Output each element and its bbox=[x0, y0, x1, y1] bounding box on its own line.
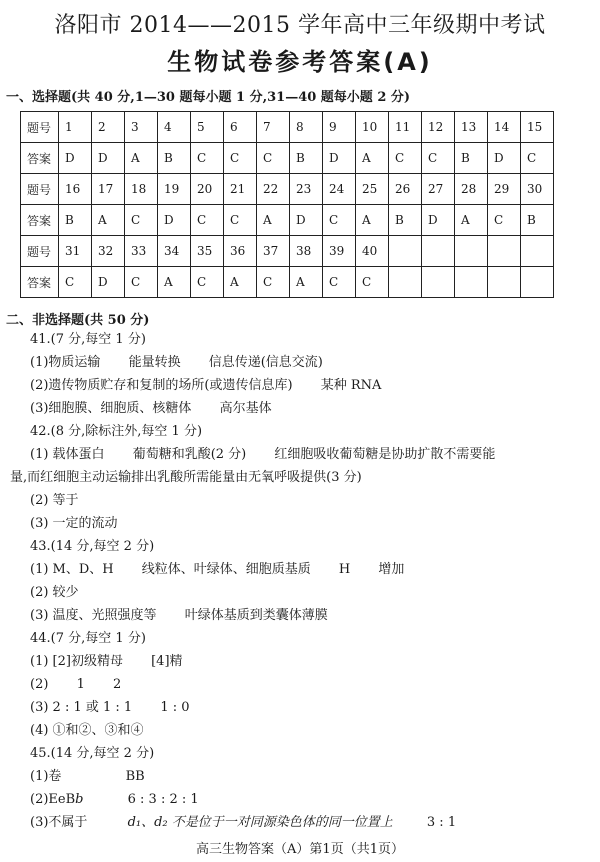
table-row-question bbox=[21, 174, 554, 205]
question-number-cell: 9 bbox=[323, 112, 356, 143]
question-number-cell: 22 bbox=[257, 174, 290, 205]
question-number-cell bbox=[389, 236, 422, 267]
question-number-cell: 17 bbox=[92, 174, 125, 205]
answer-table bbox=[20, 111, 554, 298]
answer-cell bbox=[455, 267, 488, 298]
answer-cell: A bbox=[455, 205, 488, 236]
question-number-cell: 7 bbox=[257, 112, 290, 143]
q42-1c: 红细胞吸收葡萄糖是协助扩散不需要能 bbox=[274, 447, 496, 462]
question-number-cell: 5 bbox=[191, 112, 224, 143]
q43-1a: (1) M、D、H bbox=[30, 562, 114, 577]
q44-3b: 1 : 0 bbox=[160, 700, 190, 715]
answer-cell: C bbox=[488, 205, 521, 236]
answer-cell: C bbox=[422, 143, 455, 174]
question-number-cell: 24 bbox=[323, 174, 356, 205]
question-number-cell: 36 bbox=[224, 236, 257, 267]
q44-heading: 44.(7 分,每空 1 分) bbox=[30, 631, 146, 646]
q42-1b: 葡萄糖和乳酸(2 分) bbox=[132, 447, 247, 462]
q42-heading: 42.(8 分,除标注外,每空 1 分) bbox=[30, 424, 203, 439]
q45-answer-2 bbox=[30, 791, 199, 809]
q42-answer-3: (3) 一定的流动 bbox=[30, 516, 118, 531]
answer-cell: C bbox=[191, 205, 224, 236]
q41-2b: 某种 RNA bbox=[320, 378, 382, 393]
question-number-cell: 8 bbox=[290, 112, 323, 143]
q44-answer-4: (4) ①和②、③和④ bbox=[30, 723, 144, 738]
q45-1b: BB bbox=[125, 769, 145, 784]
question-number-cell: 1 bbox=[59, 112, 92, 143]
table-row-question bbox=[21, 236, 554, 267]
answer-cell: A bbox=[356, 143, 389, 174]
q43-3a: (3) 温度、光照强度等 bbox=[30, 608, 157, 623]
section-heading-nonchoice: 二、非选择题(共 50 分) bbox=[6, 313, 150, 328]
answer-cell: C bbox=[521, 143, 554, 174]
q45-2a: (2)EeB bbox=[30, 792, 76, 807]
row-label: 答案 bbox=[21, 205, 59, 236]
answer-cell: B bbox=[389, 205, 422, 236]
page-footer: 高三生物答案（A）第1页（共1页） bbox=[196, 842, 404, 857]
q41-1a: (1)物质运输 bbox=[30, 355, 101, 370]
question-number-cell: 4 bbox=[158, 112, 191, 143]
q44-2a: (2) bbox=[30, 677, 49, 692]
answer-cell: C bbox=[356, 267, 389, 298]
answer-cell: B bbox=[158, 143, 191, 174]
question-number-cell bbox=[521, 236, 554, 267]
question-number-cell: 14 bbox=[488, 112, 521, 143]
row-label: 答案 bbox=[21, 267, 59, 298]
q44-1b: [4]精 bbox=[151, 654, 183, 669]
answer-cell: B bbox=[290, 143, 323, 174]
q44-answer-2 bbox=[30, 676, 121, 694]
question-number-cell: 31 bbox=[59, 236, 92, 267]
q41-heading: 41.(7 分,每空 1 分) bbox=[30, 332, 146, 347]
q44-1a: (1) [2]初级精母 bbox=[30, 654, 123, 669]
q43-heading: 43.(14 分,每空 2 分) bbox=[30, 539, 155, 554]
table-row-answer bbox=[21, 267, 554, 298]
answer-cell: C bbox=[323, 267, 356, 298]
q44-3a: (3) 2 : 1 或 1 : 1 bbox=[30, 700, 133, 715]
q42-answer-1-cont: 量,而红细胞主动运输排出乳酸所需能量由无氧呼吸提供(3 分) bbox=[10, 470, 362, 485]
page-title: 洛阳市 2014——2015 学年高中三年级期中考试 bbox=[54, 13, 546, 38]
question-number-cell: 3 bbox=[125, 112, 158, 143]
row-label: 题号 bbox=[21, 236, 59, 267]
question-number-cell: 30 bbox=[521, 174, 554, 205]
q42-answer-2: (2) 等于 bbox=[30, 493, 79, 508]
question-number-cell: 35 bbox=[191, 236, 224, 267]
q45-2b: b bbox=[75, 792, 84, 807]
answer-cell: C bbox=[224, 205, 257, 236]
question-number-cell: 6 bbox=[224, 112, 257, 143]
answer-cell: D bbox=[92, 143, 125, 174]
answer-cell: A bbox=[257, 205, 290, 236]
answer-cell: C bbox=[257, 143, 290, 174]
table-row-question bbox=[21, 112, 554, 143]
answer-cell: C bbox=[125, 205, 158, 236]
q41-1b: 能量转换 bbox=[128, 355, 181, 370]
question-number-cell: 12 bbox=[422, 112, 455, 143]
question-number-cell bbox=[488, 236, 521, 267]
question-number-cell: 10 bbox=[356, 112, 389, 143]
answer-cell: A bbox=[290, 267, 323, 298]
page-subtitle: 生物试卷参考答案(A) bbox=[167, 48, 433, 76]
question-number-cell: 33 bbox=[125, 236, 158, 267]
q43-answer-2: (2) 较少 bbox=[30, 585, 79, 600]
q42-answer-1 bbox=[30, 446, 495, 464]
q44-2c: 2 bbox=[112, 677, 122, 692]
answer-cell: C bbox=[191, 143, 224, 174]
question-number-cell: 40 bbox=[356, 236, 389, 267]
question-number-cell: 29 bbox=[488, 174, 521, 205]
answer-cell: C bbox=[323, 205, 356, 236]
answer-cell: C bbox=[125, 267, 158, 298]
q41-answer-2 bbox=[30, 377, 381, 395]
question-number-cell: 25 bbox=[356, 174, 389, 205]
answer-cell: D bbox=[290, 205, 323, 236]
answer-cell: A bbox=[125, 143, 158, 174]
q45-answer-3 bbox=[30, 814, 456, 832]
answer-cell: C bbox=[257, 267, 290, 298]
q43-1b: 线粒体、叶绿体、细胞质基质 bbox=[141, 562, 311, 577]
q41-3b: 高尔基体 bbox=[219, 401, 272, 416]
question-number-cell bbox=[455, 236, 488, 267]
q44-answer-3 bbox=[30, 699, 190, 717]
row-label: 题号 bbox=[21, 174, 59, 205]
answer-cell: C bbox=[191, 267, 224, 298]
q45-3c: 3 : 1 bbox=[426, 815, 457, 830]
question-number-cell: 11 bbox=[389, 112, 422, 143]
question-number-cell: 19 bbox=[158, 174, 191, 205]
q45-answer-1 bbox=[30, 768, 145, 786]
answer-cell: A bbox=[224, 267, 257, 298]
question-number-cell: 13 bbox=[455, 112, 488, 143]
answer-cell: D bbox=[59, 143, 92, 174]
q41-answer-1 bbox=[30, 354, 323, 372]
q42-1a: (1) 载体蛋白 bbox=[30, 447, 105, 462]
answer-cell: D bbox=[323, 143, 356, 174]
q41-1c: 信息传递(信息交流) bbox=[208, 355, 323, 370]
answer-cell: D bbox=[422, 205, 455, 236]
q45-3a: (3)不属于 bbox=[30, 815, 88, 830]
answer-cell: D bbox=[92, 267, 125, 298]
answer-cell bbox=[422, 267, 455, 298]
q45-2c: 6 : 3 : 2 : 1 bbox=[127, 792, 199, 807]
q45-3b: d₁、d₂ 不是位于一对同源染色体的同一位置上 bbox=[127, 815, 393, 830]
answer-cell bbox=[488, 267, 521, 298]
answer-cell: C bbox=[224, 143, 257, 174]
question-number-cell: 20 bbox=[191, 174, 224, 205]
answer-cell: A bbox=[356, 205, 389, 236]
q41-2a: (2)遗传物质贮存和复制的场所(或遗传信息库) bbox=[30, 378, 293, 393]
question-number-cell: 38 bbox=[290, 236, 323, 267]
question-number-cell: 18 bbox=[125, 174, 158, 205]
q43-1c: H bbox=[338, 562, 351, 577]
row-label: 答案 bbox=[21, 143, 59, 174]
answer-cell: B bbox=[59, 205, 92, 236]
q43-answer-3 bbox=[30, 607, 328, 625]
answer-cell: B bbox=[521, 205, 554, 236]
section-heading-choice: 一、选择题(共 40 分,1—30 题每小题 1 分,31—40 题每小题 2 分) bbox=[6, 90, 411, 105]
table-row-answer bbox=[21, 205, 554, 236]
question-number-cell: 28 bbox=[455, 174, 488, 205]
q43-1d: 增加 bbox=[378, 562, 405, 577]
question-number-cell: 15 bbox=[521, 112, 554, 143]
answer-cell: A bbox=[92, 205, 125, 236]
question-number-cell: 23 bbox=[290, 174, 323, 205]
q44-2b: 1 bbox=[76, 677, 85, 692]
answer-cell: D bbox=[158, 205, 191, 236]
table-row-answer bbox=[21, 143, 554, 174]
answer-cell: D bbox=[488, 143, 521, 174]
answer-cell bbox=[521, 267, 554, 298]
question-number-cell: 27 bbox=[422, 174, 455, 205]
question-number-cell: 34 bbox=[158, 236, 191, 267]
row-label: 题号 bbox=[21, 112, 59, 143]
answer-cell: C bbox=[59, 267, 92, 298]
question-number-cell bbox=[422, 236, 455, 267]
question-number-cell: 21 bbox=[224, 174, 257, 205]
answer-cell: C bbox=[389, 143, 422, 174]
q45-1a: (1)卷 bbox=[30, 769, 62, 784]
question-number-cell: 16 bbox=[59, 174, 92, 205]
question-number-cell: 39 bbox=[323, 236, 356, 267]
q45-heading: 45.(14 分,每空 2 分) bbox=[30, 746, 155, 761]
q43-answer-1 bbox=[30, 561, 404, 579]
question-number-cell: 2 bbox=[92, 112, 125, 143]
q41-3a: (3)细胞膜、细胞质、核糖体 bbox=[30, 401, 192, 416]
answer-cell: A bbox=[158, 267, 191, 298]
question-number-cell: 32 bbox=[92, 236, 125, 267]
answer-cell bbox=[389, 267, 422, 298]
q44-answer-1 bbox=[30, 653, 183, 671]
question-number-cell: 26 bbox=[389, 174, 422, 205]
question-number-cell: 37 bbox=[257, 236, 290, 267]
q41-answer-3 bbox=[30, 400, 272, 418]
answer-cell: B bbox=[455, 143, 488, 174]
q43-3b: 叶绿体基质到类囊体薄膜 bbox=[184, 608, 328, 623]
